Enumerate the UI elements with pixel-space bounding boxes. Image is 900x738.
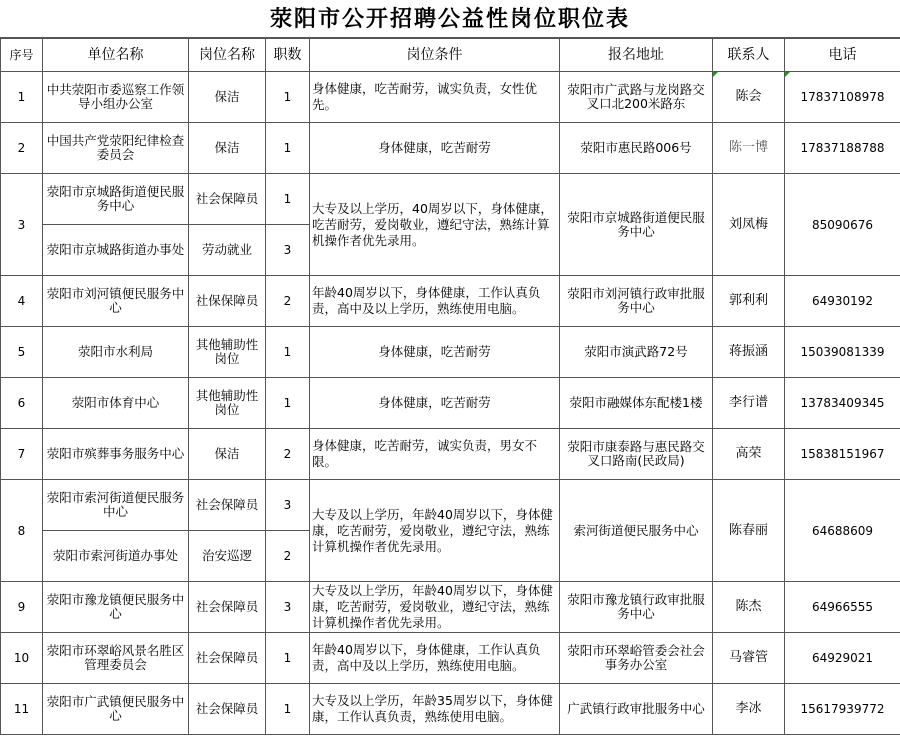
row-position: 社会保障员 [189,480,266,531]
row-position: 劳动就业 [189,225,266,276]
row-no: 5 [1,327,43,378]
row-address: 荥阳市环翠峪管委会社会事务办公室 [560,633,713,684]
header-unit: 单位名称 [43,39,189,72]
row-contact: 陈会 [713,72,785,123]
row-address: 荥阳市演武路72号 [560,327,713,378]
row-address: 荥阳市广武路与龙岗路交叉口北200米路东 [560,72,713,123]
row-contact: 李冰 [713,684,785,735]
row-unit: 荥阳市索河街道办事处 [43,531,189,582]
row-phone: 15039081339 [785,327,900,378]
row-contact: 陈春丽 [713,480,785,582]
row-count: 1 [266,123,310,174]
row-unit: 荥阳市刘河镇便民服务中心 [43,276,189,327]
row-phone: 15838151967 [785,429,900,480]
row-contact: 马睿管 [713,633,785,684]
row-phone: 64966555 [785,582,900,633]
row-count: 2 [266,429,310,480]
header-count: 职数 [266,39,310,72]
table-row [1,582,900,633]
row-count: 1 [266,327,310,378]
row-unit: 荥阳市殡葬事务服务中心 [43,429,189,480]
row-position: 社保保障员 [189,276,266,327]
table-row [1,72,900,123]
row-address: 索河街道便民服务中心 [560,480,713,582]
row-condition: 大专及以上学历，年龄40周岁以下，身体健康，吃苦耐劳，爱岗敬业，遵纪守法，熟练计算机操作者优先录用。 [310,480,560,582]
row-condition: 年龄40周岁以下，身体健康，工作认真负责，高中及以上学历，熟练使用电脑。 [310,276,560,327]
page-title: 荥阳市公开招聘公益性岗位职位表 [0,0,900,38]
row-unit: 荥阳市索河街道便民服务中心 [43,480,189,531]
row-address: 荥阳市康泰路与惠民路交叉口路南(民政局) [560,429,713,480]
row-position: 其他辅助性岗位 [189,378,266,429]
row-count: 3 [266,582,310,633]
row-position: 社会保障员 [189,174,266,225]
row-position: 其他辅助性岗位 [189,327,266,378]
row-no: 3 [1,174,43,276]
row-contact: 郭利利 [713,276,785,327]
table-row [1,174,900,225]
row-phone: 13783409345 [785,378,900,429]
row-no: 9 [1,582,43,633]
row-phone: 17837108978 [785,72,900,123]
row-count: 1 [266,378,310,429]
row-address: 荥阳市京城路街道便民服务中心 [560,174,713,276]
row-count: 1 [266,684,310,735]
row-condition: 身体健康，吃苦耐劳，诚实负责，女性优先。 [310,72,560,123]
row-condition: 身体健康，吃苦耐劳 [310,378,560,429]
row-position: 社会保障员 [189,582,266,633]
header-contact: 联系人 [713,39,785,72]
header-phone: 电话 [785,39,900,72]
row-contact: 刘凤梅 [713,174,785,276]
row-unit: 荥阳市体育中心 [43,378,189,429]
row-contact: 蒋振涵 [713,327,785,378]
row-phone: 64929021 [785,633,900,684]
table-row [1,480,900,531]
row-condition: 大专及以上学历，年龄40周岁以下，身体健康，吃苦耐劳，爱岗敬业，遵纪守法，熟练计算机操作者优先录用。 [310,582,560,633]
table-row [1,327,900,378]
row-position: 保洁 [189,429,266,480]
row-no: 10 [1,633,43,684]
row-no: 2 [1,123,43,174]
table-row [1,276,900,327]
row-no: 1 [1,72,43,123]
row-phone: 64688609 [785,480,900,582]
row-address: 荥阳市融媒体东配楼1楼 [560,378,713,429]
header-condition: 岗位条件 [310,39,560,72]
row-contact: 李行谱 [713,378,785,429]
row-unit: 荥阳市京城路街道便民服务中心 [43,174,189,225]
header-address: 报名地址 [560,39,713,72]
row-position: 保洁 [189,123,266,174]
row-contact: 陈一博 [713,123,785,174]
table-row [1,429,900,480]
row-address: 荥阳市惠民路006号 [560,123,713,174]
row-unit: 中共荥阳市委巡察工作领导小组办公室 [43,72,189,123]
row-count: 1 [266,72,310,123]
row-condition: 身体健康，吃苦耐劳 [310,123,560,174]
row-position: 社会保障员 [189,633,266,684]
row-condition: 身体健康，吃苦耐劳，诚实负责，男女不限。 [310,429,560,480]
table-row [1,633,900,684]
row-condition: 年龄40周岁以下，身体健康，工作认真负责，高中及以上学历，熟练使用电脑。 [310,633,560,684]
row-unit: 荥阳市广武镇便民服务中心 [43,684,189,735]
row-count: 2 [266,531,310,582]
positions-table [0,38,900,735]
row-no: 4 [1,276,43,327]
table-row [1,123,900,174]
header-serial: 序号 [1,39,43,72]
table-row [1,684,900,735]
row-condition: 大专及以上学历，年龄35周岁以下，身体健康，工作认真负责，熟练使用电脑。 [310,684,560,735]
row-phone: 85090676 [785,174,900,276]
row-count: 1 [266,174,310,225]
row-no: 7 [1,429,43,480]
row-address: 荥阳市刘河镇行政审批服务中心 [560,276,713,327]
row-condition: 身体健康，吃苦耐劳 [310,327,560,378]
row-contact: 高荣 [713,429,785,480]
row-count: 2 [266,276,310,327]
row-unit: 荥阳市水利局 [43,327,189,378]
row-address: 广武镇行政审批服务中心 [560,684,713,735]
row-count: 1 [266,633,310,684]
row-unit: 荥阳市环翠峪风景名胜区管理委员会 [43,633,189,684]
row-condition: 大专及以上学历，40周岁以下，身体健康，吃苦耐劳，爱岗敬业，遵纪守法，熟练计算机操作者优先录用。 [310,174,560,276]
table-row [1,378,900,429]
row-contact: 陈杰 [713,582,785,633]
row-count: 3 [266,225,310,276]
row-position: 治安巡逻 [189,531,266,582]
row-address: 荥阳市豫龙镇行政审批服务中心 [560,582,713,633]
header-row [1,39,900,72]
row-phone: 17837188788 [785,123,900,174]
row-phone: 15617939772 [785,684,900,735]
row-position: 保洁 [189,72,266,123]
row-no: 6 [1,378,43,429]
row-unit: 荥阳市豫龙镇便民服务中心 [43,582,189,633]
row-no: 11 [1,684,43,735]
row-position: 社会保障员 [189,684,266,735]
row-no: 8 [1,480,43,582]
row-count: 3 [266,480,310,531]
row-unit: 中国共产党荥阳纪律检查委员会 [43,123,189,174]
row-phone: 64930192 [785,276,900,327]
header-position: 岗位名称 [189,39,266,72]
row-unit: 荥阳市京城路街道办事处 [43,225,189,276]
